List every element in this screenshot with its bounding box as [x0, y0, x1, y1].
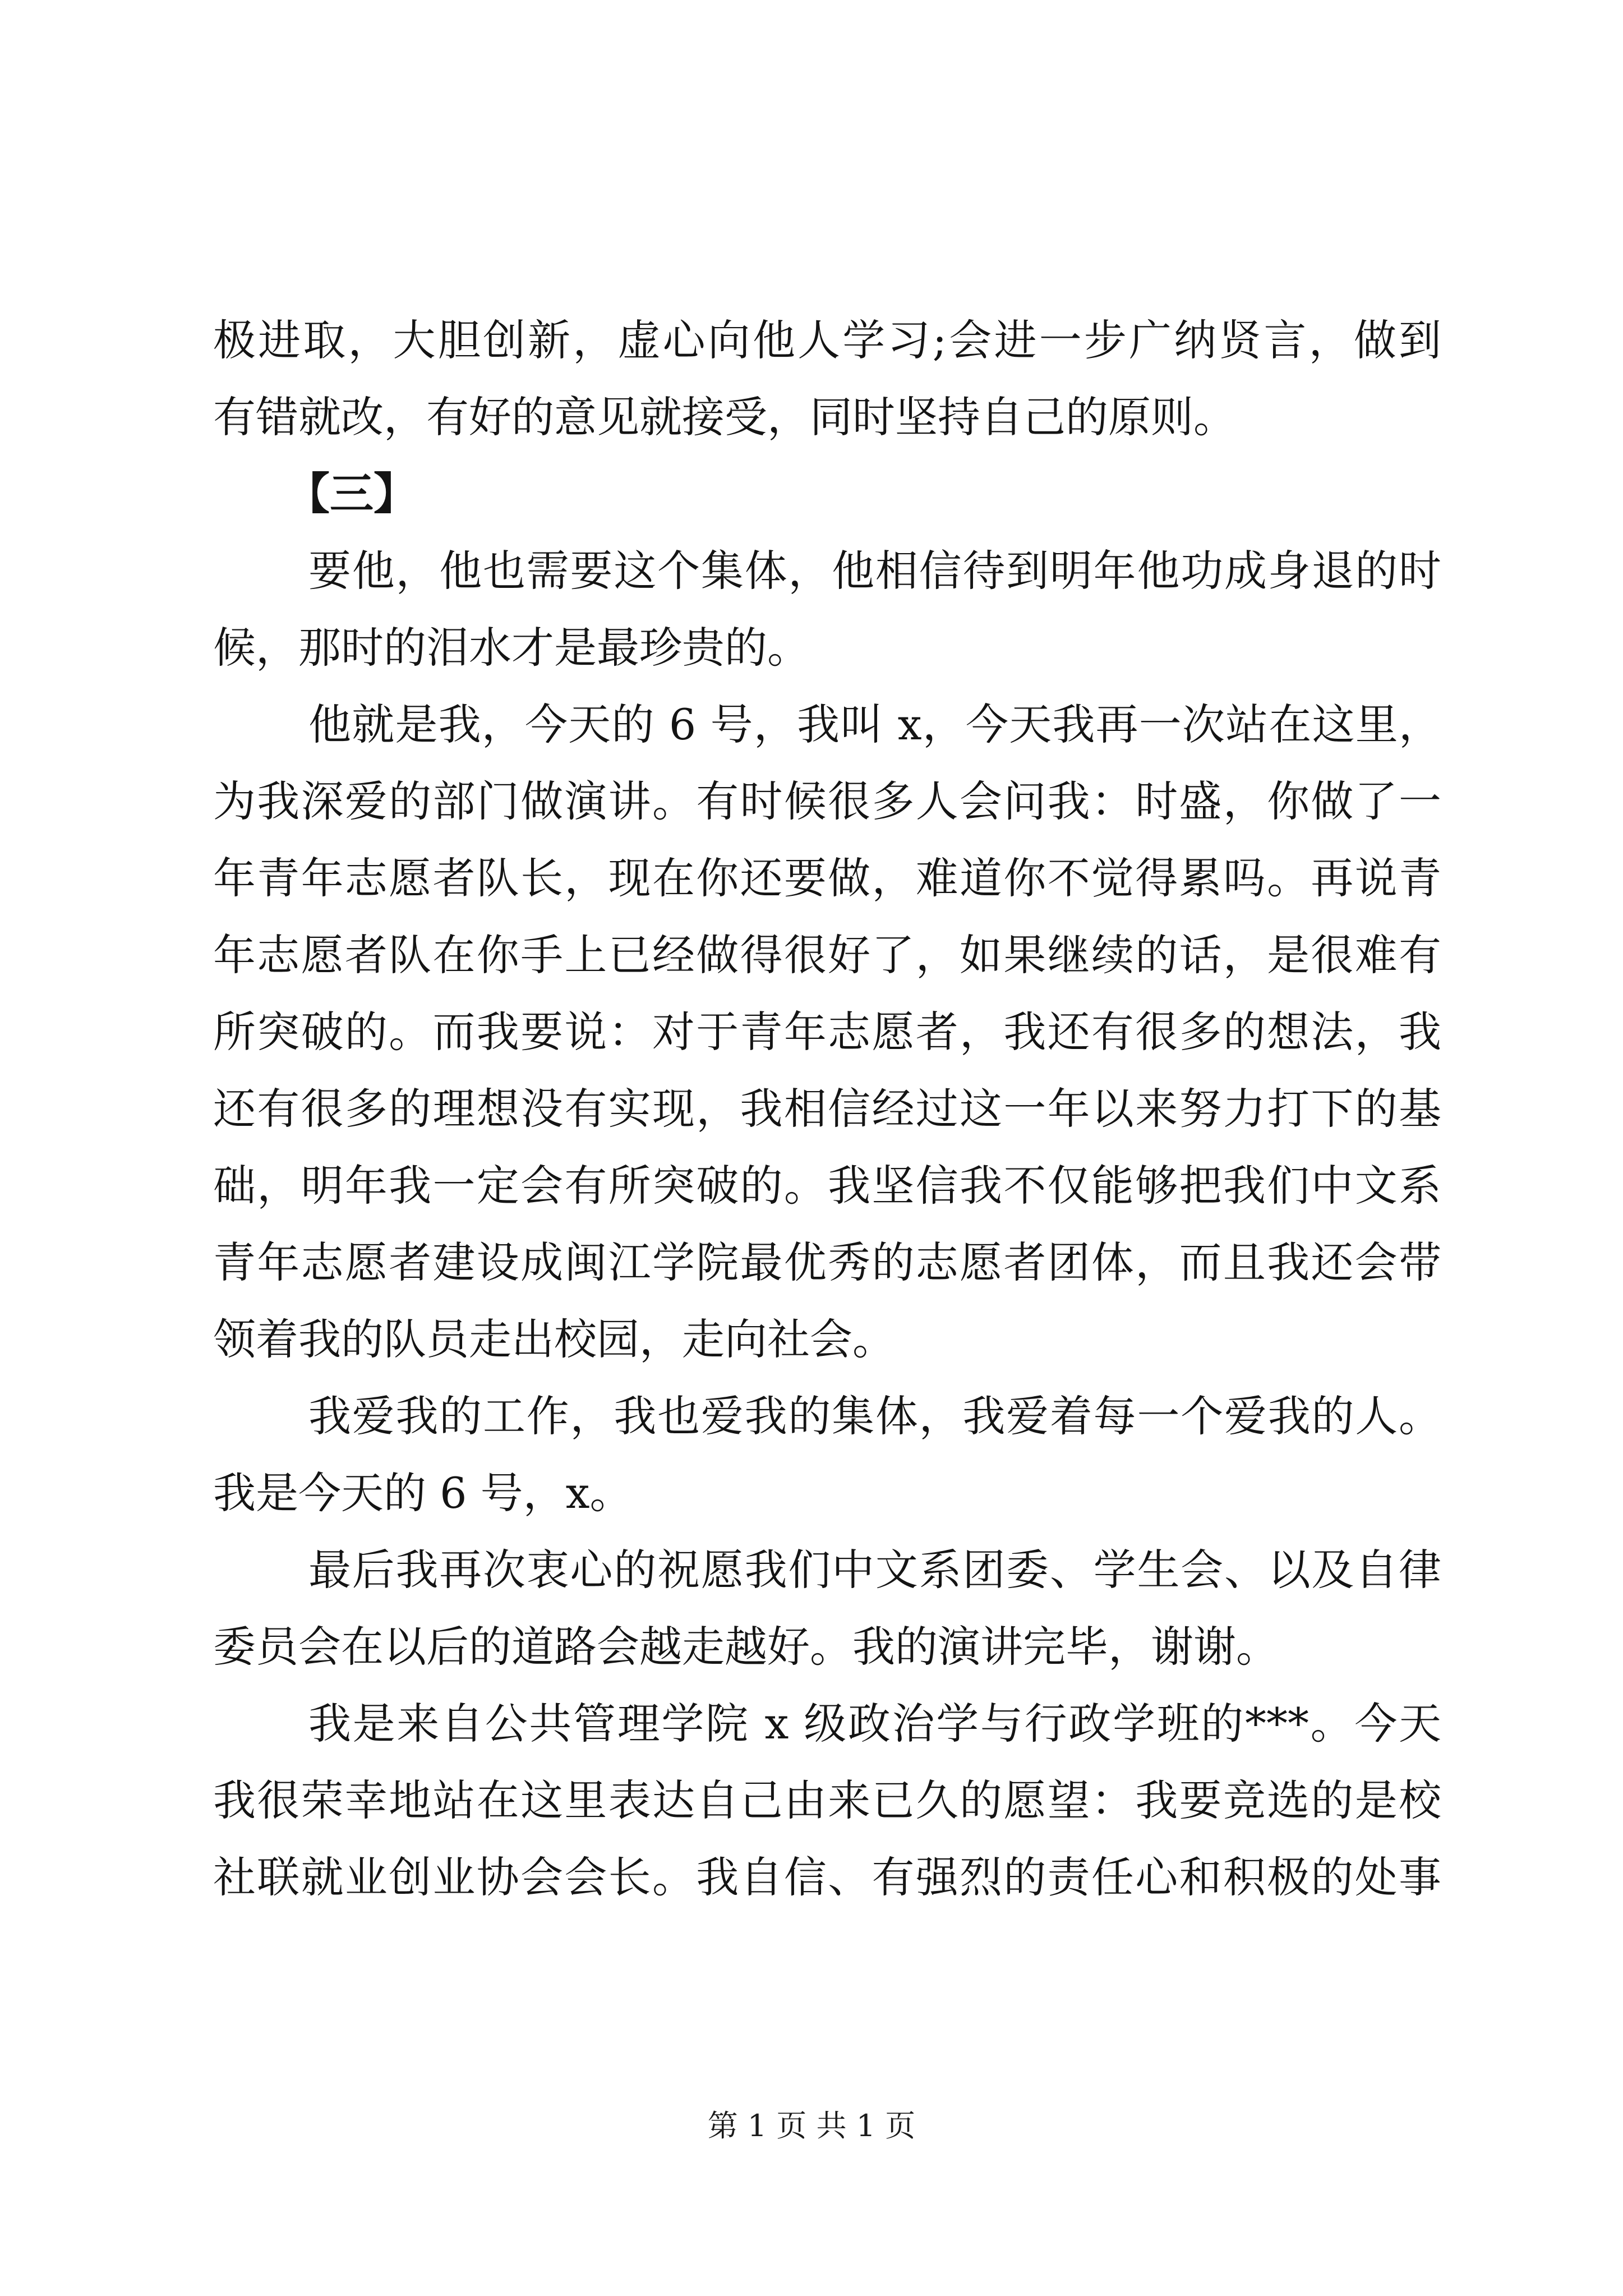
paragraph-first-line: 我爱我的工作，我也爱我的集体，我爱着每一个爱我的人。: [308, 1391, 1441, 1441]
paragraph-first-line: 我是来自公共管理学院 x 级政治学与行政学班的***。今天: [308, 1699, 1441, 1749]
text-line: 青年志愿者建设成闽江学院最优秀的志愿者团体，而且我还会带: [213, 1237, 1441, 1287]
page-footer: 第 1 页 共 1 页: [707, 2108, 916, 2143]
text-line: 础，明年我一定会有所突破的。我坚信我不仅能够把我们中文系: [213, 1161, 1441, 1211]
text-line: 我是今天的 6 号，x。: [213, 1468, 633, 1518]
text-line: 我很荣幸地站在这里表达自己由来已久的愿望：我要竞选的是校: [213, 1775, 1441, 1825]
paragraph-first-line: 他就是我，今天的 6 号，我叫 x，今天我再一次站在这里，: [308, 700, 1441, 749]
text-line: 为我深爱的部门做演讲。有时候很多人会问我：时盛，你做了一: [213, 776, 1441, 826]
section-heading: 【三】: [286, 468, 418, 519]
paragraph-first-line: 要他，他也需要这个集体，他相信待到明年他功成身退的时: [308, 546, 1441, 596]
text-line: 所突破的。而我要说：对于青年志愿者，我还有很多的想法，我: [213, 1007, 1441, 1057]
text-line: 极进取，大胆创新，虚心向他人学习;会进一步广纳贤言，做到: [213, 315, 1441, 365]
text-line: 年志愿者队在你手上已经做得很好了，如果继续的话，是很难有: [213, 930, 1441, 980]
text-line: 还有很多的理想没有实现，我相信经过这一年以来努力打下的基: [213, 1084, 1441, 1134]
text-line: 委员会在以后的道路会越走越好。我的演讲完毕，谢谢。: [213, 1622, 1279, 1672]
text-line: 年青年志愿者队长，现在你还要做，难道你不觉得累吗。再说青: [213, 853, 1441, 903]
text-line: 有错就改，有好的意见就接受，同时坚持自己的原则。: [213, 392, 1236, 442]
text-line: 社联就业创业协会会长。我自信、有强烈的责任心和积极的处事: [213, 1852, 1441, 1902]
text-line: 候，那时的泪水才是最珍贵的。: [213, 623, 810, 673]
document-body: [213, 302, 1441, 1916]
paragraph-first-line: 最后我再次衷心的祝愿我们中文系团委、学生会、以及自律: [308, 1545, 1441, 1595]
text-line: 领着我的队员走出校园，走向社会。: [213, 1314, 895, 1364]
